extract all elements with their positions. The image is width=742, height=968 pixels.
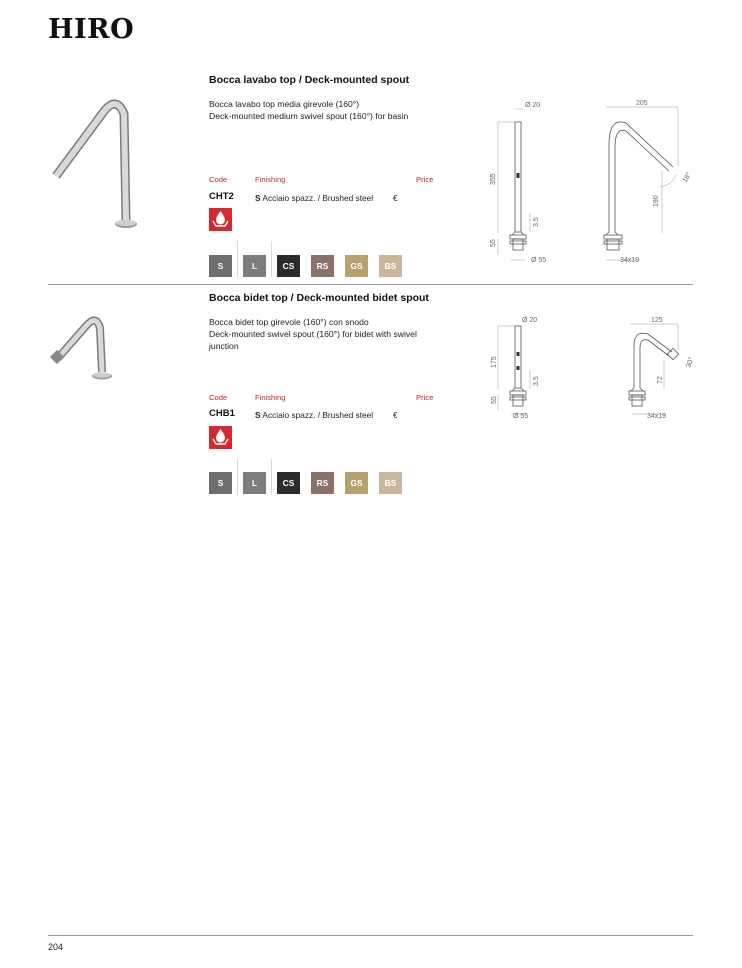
technical-drawing-front xyxy=(478,95,568,270)
swatch-bs[interactable]: BS xyxy=(379,472,402,494)
swatch-s[interactable]: S xyxy=(209,472,232,494)
technical-drawing-side xyxy=(590,95,700,270)
water-drop-hand-icon xyxy=(209,208,232,231)
swatch-gs[interactable]: GS xyxy=(345,255,368,277)
finishing-header: Finishing xyxy=(255,393,286,402)
technical-drawing-front xyxy=(478,312,568,424)
finish-text: Acciaio spazz. / Brushed steel xyxy=(262,410,374,420)
price-value: € xyxy=(393,193,398,203)
dim-base: 55 xyxy=(490,239,497,247)
product-desc-en: Deck-mounted swivel spout (160°) for bidet with swivel junction xyxy=(209,329,417,351)
dim-diameter-base: Ø 55 xyxy=(531,257,547,264)
dim-side-height: 190 xyxy=(653,195,660,207)
product-desc-it: Bocca lavabo top media girevole (160°) xyxy=(209,99,360,109)
product-title: Bocca bidet top / Deck-mounted bidet spout xyxy=(209,292,429,304)
footer-divider xyxy=(48,935,693,936)
product-code: CHB1 xyxy=(209,408,235,419)
brand-logo: HIRO xyxy=(48,14,135,45)
dim-diameter-base: Ø 55 xyxy=(513,413,529,420)
divider xyxy=(271,459,272,495)
page-number: 204 xyxy=(48,942,64,952)
dim-small: 3.5 xyxy=(533,376,540,386)
swatch-bs[interactable]: BS xyxy=(379,255,402,277)
divider xyxy=(271,241,272,277)
finish-code: S xyxy=(255,410,261,420)
product-desc-en: Deck-mounted medium swivel spout (160°) for basin xyxy=(209,111,409,121)
dim-reach: 125 xyxy=(651,317,663,324)
price-header: Price xyxy=(416,175,434,184)
finish-row xyxy=(255,193,373,203)
dim-height: 175 xyxy=(491,356,498,368)
finish-text: Acciaio spazz. / Brushed steel xyxy=(262,193,374,203)
divider xyxy=(237,459,238,495)
code-header: Code xyxy=(209,393,228,402)
swatch-cs[interactable]: CS xyxy=(277,472,300,494)
swatch-rs[interactable]: RS xyxy=(311,255,334,277)
water-drop-hand-icon xyxy=(209,426,232,449)
dim-side-height: 72 xyxy=(657,376,664,384)
swatch-l[interactable]: L xyxy=(243,255,266,277)
dim-diameter-top: Ø 20 xyxy=(522,317,538,324)
dim-height: 355 xyxy=(490,173,497,185)
product-desc-it: Bocca bidet top girevole (160°) con snodo xyxy=(209,317,369,327)
price-value: € xyxy=(393,410,398,420)
swatch-l[interactable]: L xyxy=(243,472,266,494)
dim-diameter-top: Ø 20 xyxy=(525,102,541,109)
technical-drawing-side xyxy=(620,312,700,424)
finish-code: S xyxy=(255,193,261,203)
swatch-rs[interactable]: RS xyxy=(311,472,334,494)
dim-angle: 18° xyxy=(681,171,694,184)
dim-reach: 205 xyxy=(636,100,648,107)
code-header: Code xyxy=(209,175,228,184)
finishing-header: Finishing xyxy=(255,175,286,184)
product-title: Bocca lavabo top / Deck-mounted spout xyxy=(209,74,410,86)
dim-side-base: 34x19 xyxy=(647,413,667,420)
dim-base: 55 xyxy=(491,396,498,404)
section-divider xyxy=(48,284,693,285)
divider xyxy=(237,241,238,277)
product-code: CHT2 xyxy=(209,191,234,202)
dim-small: 3.5 xyxy=(533,217,540,227)
finish-row xyxy=(255,410,373,420)
price-header: Price xyxy=(416,393,434,402)
dim-side-base: 34x19 xyxy=(620,257,640,264)
product-image-spout xyxy=(44,92,164,237)
product-image-bidet-spout xyxy=(44,310,134,390)
swatch-gs[interactable]: GS xyxy=(345,472,368,494)
swatch-s[interactable]: S xyxy=(209,255,232,277)
swatch-cs[interactable]: CS xyxy=(277,255,300,277)
dim-angle: 30° xyxy=(685,356,696,369)
